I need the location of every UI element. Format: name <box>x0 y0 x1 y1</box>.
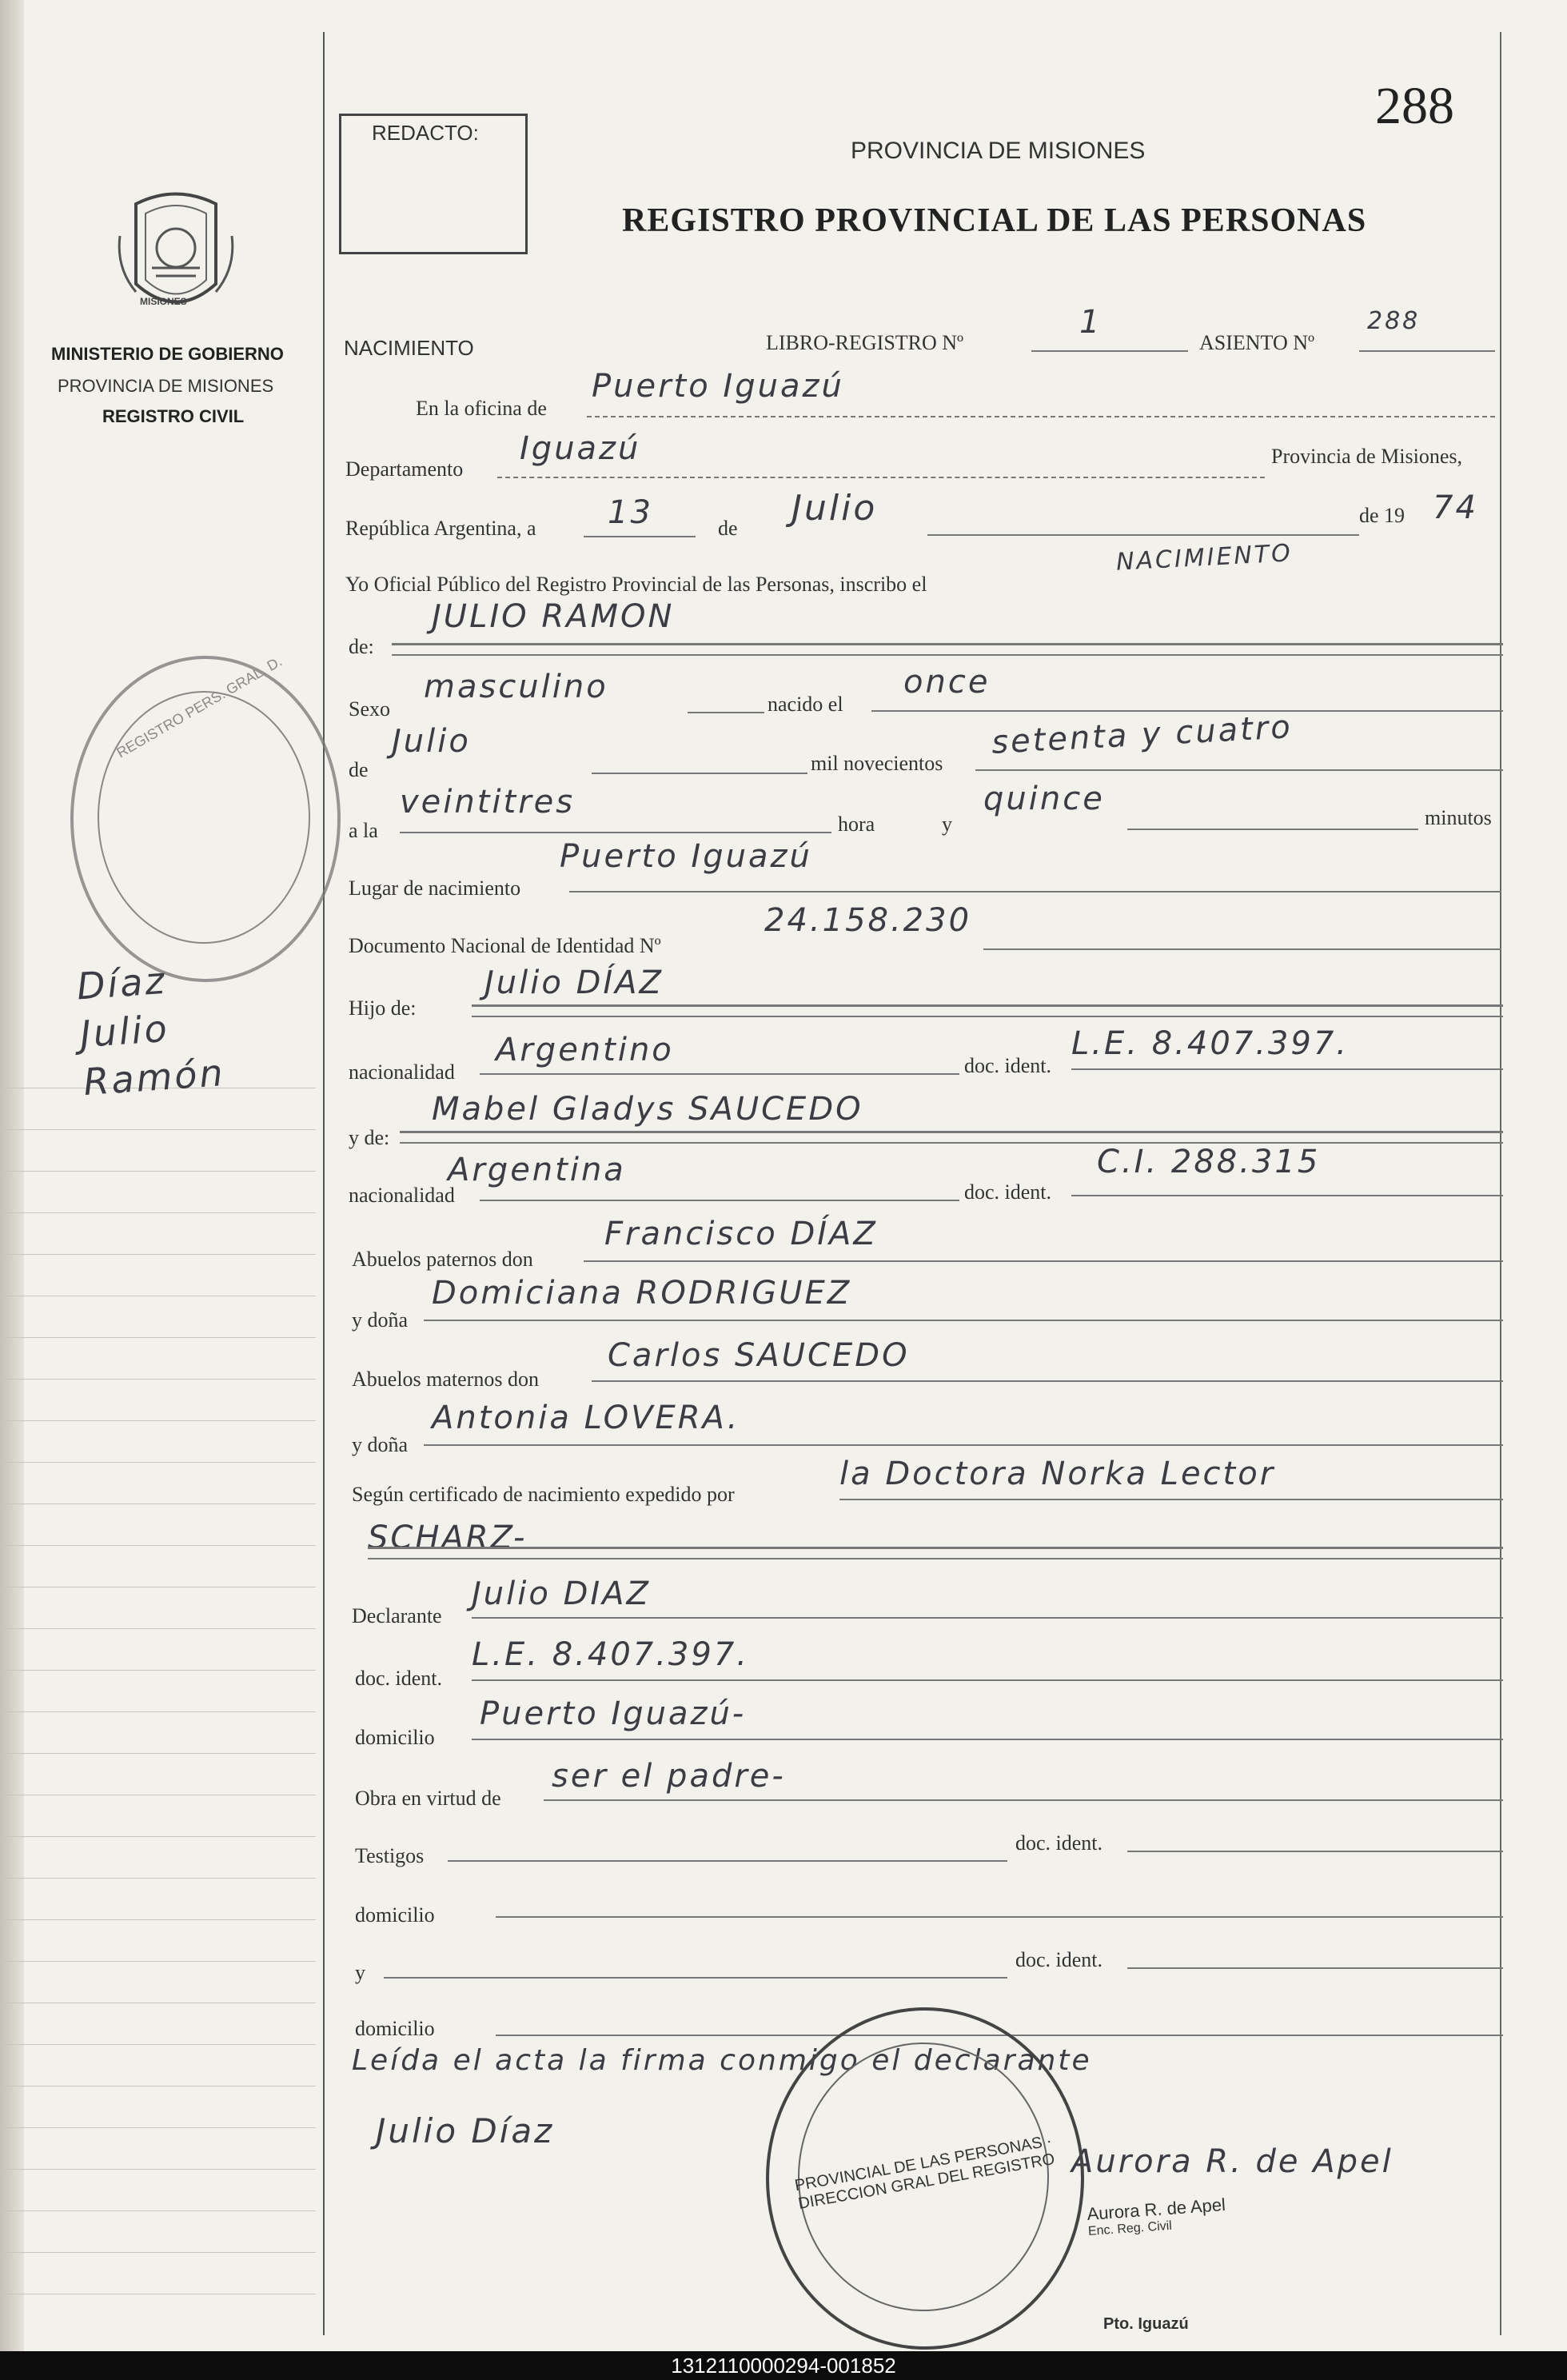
name-value: JULIO RAMON <box>432 598 675 635</box>
certificado-value: la Doctora Norka Lector <box>839 1456 1276 1492</box>
libro-label: LIBRO-REGISTRO Nº <box>766 331 964 354</box>
footer-bar <box>0 2351 1567 2380</box>
mil-value: setenta y cuatro <box>991 709 1294 761</box>
mother-nationality: Argentina <box>448 1152 626 1188</box>
father-value: Julio DÍAZ <box>484 964 664 1001</box>
nacido-label: nacido el <box>768 693 843 716</box>
lugar-label: Lugar de nacimiento <box>349 877 521 900</box>
de-name-label: de: <box>349 635 374 658</box>
abuelos-paternos-label: Abuelos paternos don <box>352 1248 533 1271</box>
emblem-label: MISIONES <box>140 296 187 307</box>
de-month-label: de <box>349 758 369 781</box>
mother-nationality-label: nacionalidad <box>349 1184 455 1207</box>
asiento-label: ASIENTO Nº <box>1199 331 1315 354</box>
margin-note: Díaz Julio Ramón <box>75 958 227 1104</box>
republica-label: República Argentina, a <box>345 517 536 540</box>
minutos-label: minutos <box>1425 806 1492 829</box>
registry-heading: REGISTRO PROVINCIAL DE LAS PERSONAS <box>622 202 1367 239</box>
abuelo-materno: Carlos SAUCEDO <box>608 1337 910 1374</box>
mil-label: mil novecientos <box>811 752 943 775</box>
abuelo-paterno: Francisco DÍAZ <box>604 1216 878 1252</box>
declarante-label: Declarante <box>352 1604 442 1627</box>
mother-doc: C.I. 288.315 <box>1097 1144 1321 1180</box>
domicilio-label: domicilio <box>355 1726 435 1749</box>
sexo-value: masculino <box>424 669 608 705</box>
dni-value: 24.158.230 <box>764 902 972 939</box>
left-seal-stamp: REGISTRO PERS. GRAL. D. <box>70 656 341 982</box>
ministry-label: MINISTERIO DE GOBIERNO <box>51 344 284 364</box>
official-stamp: Aurora R. de Apel Enc. Reg. Civil <box>1086 2194 1226 2239</box>
declarante-doc: L.E. 8.407.397. <box>472 1636 749 1673</box>
y-dona-label-1: y doña <box>352 1308 409 1332</box>
mother-doc-label: doc. ident. <box>964 1180 1052 1204</box>
libro-value: 1 <box>1079 304 1102 341</box>
y-label: y <box>942 813 952 836</box>
lugar-value: Puerto Iguazú <box>560 838 812 875</box>
redacto-box: REDACTO: <box>339 114 528 254</box>
sexo-label: Sexo <box>349 697 390 721</box>
sidebar-province-label: PROVINCIA DE MISIONES <box>58 376 274 396</box>
hora-label: hora <box>838 813 875 836</box>
obra-label: Obra en virtud de <box>355 1787 501 1810</box>
domicilio-2-label: domicilio <box>355 1903 435 1927</box>
y-2-doc-label: doc. ident. <box>1015 1948 1103 1971</box>
minutes-value: quince <box>983 781 1105 817</box>
dni-label: Documento Nacional de Identidad Nº <box>349 934 661 957</box>
declarante-doc-label: doc. ident. <box>355 1667 443 1690</box>
obra-value: ser el padre- <box>552 1758 786 1795</box>
abuela-materna: Antonia LOVERA. <box>432 1400 740 1436</box>
a-la-label: a la <box>349 819 378 842</box>
nacido-value: once <box>903 664 991 701</box>
domicilio-3-label: domicilio <box>355 2017 435 2040</box>
domicilio-value: Puerto Iguazú- <box>480 1695 747 1732</box>
oficina-value: Puerto Iguazú <box>592 368 844 405</box>
departamento-value: Iguazú <box>520 430 641 467</box>
testigos-label: Testigos <box>355 1844 425 1867</box>
right-border <box>1500 32 1501 2335</box>
province-heading: PROVINCIA DE MISIONES <box>851 138 1146 164</box>
month-value: Julio <box>791 488 878 529</box>
hour-value: veintitres <box>400 784 576 821</box>
father-doc-label: doc. ident. <box>964 1054 1052 1077</box>
abuelos-maternos-label: Abuelos maternos don <box>352 1368 539 1391</box>
bottom-seal-stamp: PROVINCIAL DE LAS PERSONAS · DIRECCION GRAL DEL REGISTRO <box>766 2007 1084 2350</box>
yo-oficial-label: Yo Oficial Público del Registro Provincial de las Personas, inscribo el <box>345 573 927 596</box>
birth-month-value: Julio <box>392 723 471 760</box>
segun-label: Según certificado de nacimiento expedido por <box>352 1483 735 1506</box>
abuela-paterna: Domiciana RODRIGUEZ <box>432 1275 852 1312</box>
office-stamp: Pto. Iguazú <box>1103 2315 1189 2333</box>
provincia-label: Provincia de Misiones, <box>1271 445 1463 468</box>
y-2-label: y <box>355 1961 365 1984</box>
declarante-value: Julio DIAZ <box>472 1575 651 1612</box>
closing-note: Leída el acta la firma conmigo el declarante <box>352 2044 1092 2077</box>
binding-strip <box>0 0 24 2351</box>
nacimiento-label: NACIMIENTO <box>344 336 474 360</box>
father-doc: L.E. 8.407.397. <box>1071 1025 1349 1062</box>
hijo-label: Hijo de: <box>349 996 417 1020</box>
oficina-label: En la oficina de <box>416 397 547 420</box>
departamento-label: Departamento <box>345 457 464 481</box>
inscribo-value: NACIMIENTO <box>1115 539 1294 577</box>
official-signature: Aurora R. de Apel <box>1071 2143 1394 2180</box>
father-nationality-label: nacionalidad <box>349 1060 455 1084</box>
y-de-label: y de: <box>349 1126 390 1149</box>
day-value: 13 <box>608 494 653 531</box>
civil-registry-label: REGISTRO CIVIL <box>102 406 245 426</box>
de-label: de <box>718 517 738 540</box>
testigos-doc-label: doc. ident. <box>1015 1831 1103 1855</box>
year-label: de 19 <box>1359 504 1406 527</box>
father-nationality: Argentino <box>496 1032 674 1068</box>
declarante-signature: Julio Díaz <box>376 2111 555 2150</box>
mother-value: Mabel Gladys SAUCEDO <box>432 1091 863 1128</box>
footer-id: 1312110000294-001852 <box>671 2354 896 2378</box>
margin-divider <box>323 32 325 2335</box>
y-dona-label-2: y doña <box>352 1433 409 1456</box>
certificado-value-2: SCHARZ- <box>368 1519 528 1556</box>
asiento-value: 288 <box>1367 307 1421 335</box>
page-number: 288 <box>1375 77 1454 135</box>
year-value: 74 <box>1433 489 1478 526</box>
